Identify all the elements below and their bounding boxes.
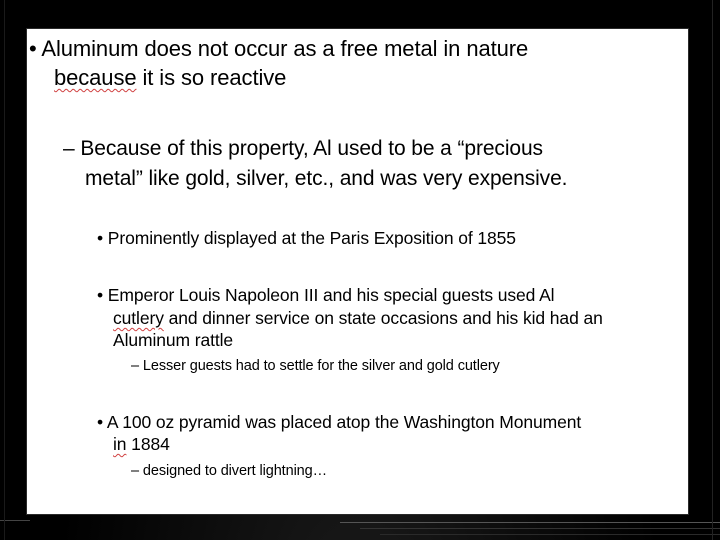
- spellcheck-word: because: [54, 65, 137, 90]
- bullet-text: Prominently displayed at the Paris Exposition of 1855: [107, 228, 516, 248]
- bullet-text: Aluminum does not occur as a free metal in nature: [41, 36, 529, 61]
- decorative-line: [340, 522, 720, 523]
- bullet-text: Lesser guests had to settle for the silver and gold cutlery: [142, 358, 500, 374]
- decorative-line: [712, 0, 713, 540]
- bullet-text: 1884: [126, 434, 170, 454]
- bullet-text: and dinner service on state occasions and his kid had an: [163, 308, 603, 328]
- bullet-marker: •: [97, 285, 104, 305]
- bullet-6-line-1: [97, 412, 581, 433]
- dash-marker: –: [63, 137, 75, 160]
- decorative-line: [380, 534, 720, 535]
- bullet-text: Because of this property, Al used to be a “precious: [80, 137, 543, 160]
- bullet-1-line-1: [29, 36, 528, 62]
- bullet-2-line-2: [85, 167, 567, 191]
- bullet-text: A 100 oz pyramid was placed atop the Washington Monument: [106, 412, 582, 432]
- dash-marker: –: [131, 463, 139, 479]
- bullet-marker: •: [97, 228, 104, 248]
- bullet-4-line-1: [97, 285, 554, 306]
- bullet-3-line-1: [97, 228, 516, 249]
- bullet-text: metal” like gold, silver, etc., and was very expensive.: [85, 167, 568, 190]
- decorative-line: [360, 528, 720, 529]
- slide-panel: [27, 29, 688, 514]
- bullet-marker: •: [29, 36, 37, 61]
- decorative-line: [4, 0, 5, 540]
- bullet-4-line-3: [113, 330, 233, 351]
- bullet-7-line-1: [131, 463, 327, 479]
- spellcheck-word: cutlery: [113, 308, 164, 328]
- bullet-text: it is so reactive: [136, 65, 287, 90]
- bullet-6-line-2: [113, 434, 170, 455]
- dash-marker: –: [131, 358, 139, 374]
- bullet-text: Aluminum rattle: [113, 330, 234, 350]
- bullet-2-line-1: [63, 137, 543, 161]
- bullet-1-line-2: [54, 65, 286, 91]
- bullet-text: Emperor Louis Napoleon III and his special guests used Al: [107, 285, 555, 305]
- bullet-marker: •: [97, 412, 104, 432]
- bullet-text: designed to divert lightning…: [142, 463, 328, 479]
- bullet-4-line-2: [113, 308, 603, 329]
- bullet-5-line-1: [131, 358, 500, 374]
- spellcheck-word: in: [113, 434, 127, 454]
